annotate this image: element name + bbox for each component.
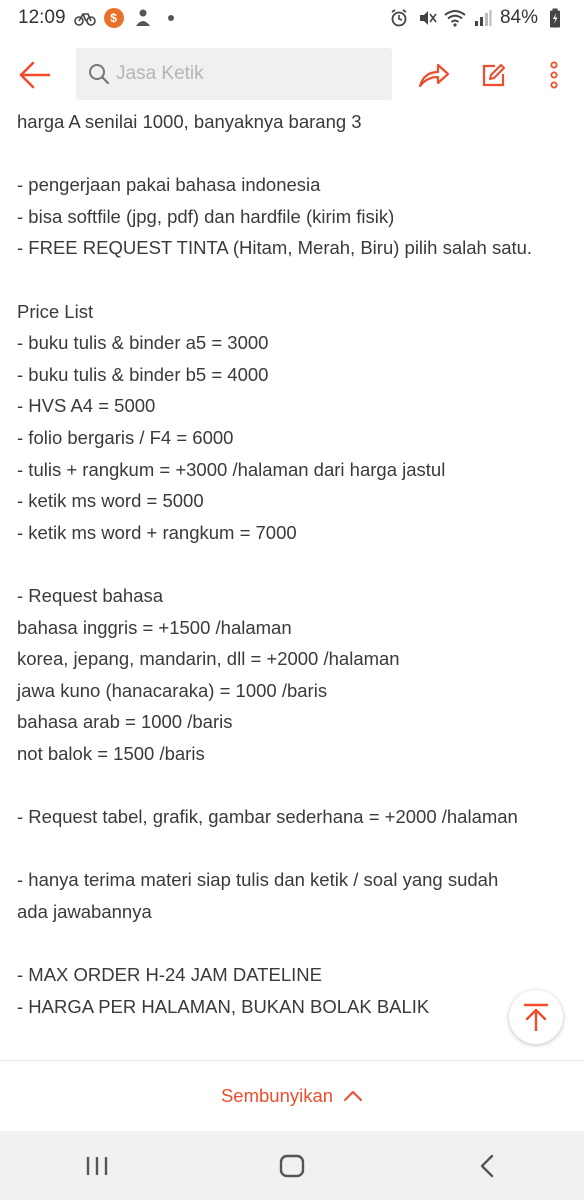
bike-icon — [74, 7, 96, 29]
share-icon — [418, 62, 450, 88]
hide-label: Sembunyikan — [220, 1085, 334, 1106]
battery-icon — [544, 7, 566, 29]
more-vert-icon — [550, 61, 558, 89]
description-line — [17, 833, 577, 865]
description-line: - Request tabel, grafik, gambar sederhana = +2000 /halaman — [17, 806, 518, 828]
description-line: - folio bergaris / F4 = 6000 — [17, 426, 234, 448]
description-line: - FREE REQUEST TINTA (Hitam, Merah, Biru) pilih salah satu. — [17, 237, 533, 259]
status-time: 12:09 — [18, 7, 66, 28]
edit-icon — [481, 62, 507, 88]
search-input[interactable] — [76, 48, 392, 100]
product-description — [0, 114, 584, 1060]
description-line: - hanya terima materi siap tulis dan ketik / soal yang sudah — [17, 869, 499, 891]
recent-apps-icon — [85, 1155, 109, 1177]
description-line: Price List — [17, 300, 94, 322]
app-actions — [404, 36, 584, 114]
description-line: bahasa inggris = +1500 /halaman — [17, 616, 292, 638]
edit-button[interactable] — [464, 36, 524, 114]
description-line: - Request bahasa — [17, 584, 164, 606]
description-line: korea, jepang, mandarin, dll = +2000 /halaman — [17, 648, 400, 670]
scroll-to-top-button[interactable] — [509, 990, 563, 1044]
description-line: - MAX ORDER H-24 JAM DATELINE — [17, 964, 322, 986]
chevron-up-icon — [343, 1090, 363, 1102]
app-bar — [0, 36, 584, 114]
game-icon — [132, 7, 154, 29]
description-line: harga A senilai 1000, banyaknya barang 3 — [17, 114, 362, 132]
home-button[interactable] — [262, 1136, 322, 1196]
coin-icon: $ — [104, 8, 124, 28]
description-line: - pengerjaan pakai bahasa indonesia — [17, 174, 321, 196]
status-right — [388, 7, 566, 29]
search-placeholder: Jasa Ketik — [116, 63, 204, 84]
description-line: - HVS A4 = 5000 — [17, 395, 156, 417]
description-line: - HARGA PER HALAMAN, BUKAN BOLAK BALIK — [17, 995, 430, 1017]
description-line — [17, 138, 577, 170]
status-left — [18, 7, 174, 29]
description-line: bahasa arab = 1000 /baris — [17, 711, 233, 733]
description-text — [17, 114, 577, 1022]
battery-percent: 84% — [499, 7, 538, 28]
more-options-button[interactable] — [524, 36, 584, 114]
description-line: - ketik ms word + rangkum = 7000 — [17, 521, 297, 543]
system-nav-bar — [0, 1131, 584, 1200]
description-line: - tulis + rangkum = +3000 /halaman dari harga jastul — [17, 458, 446, 480]
description-line: not balok = 1500 /baris — [17, 742, 205, 764]
description-line: - buku tulis & binder a5 = 3000 — [17, 332, 269, 354]
signal-icon — [472, 7, 494, 29]
status-bar — [0, 0, 584, 36]
description-line — [17, 264, 577, 296]
description-line: jawa kuno (hanacaraka) = 1000 /baris — [17, 679, 328, 701]
arrow-up-to-top-icon — [522, 1002, 550, 1032]
description-line — [17, 548, 577, 580]
mute-icon — [416, 7, 438, 29]
search-icon — [88, 63, 110, 85]
description-line: - ketik ms word = 5000 — [17, 490, 204, 512]
description-line — [17, 927, 577, 959]
nav-back-button[interactable] — [457, 1136, 517, 1196]
share-button[interactable] — [404, 36, 464, 114]
back-arrow-icon — [19, 61, 51, 89]
recent-apps-button[interactable] — [67, 1136, 127, 1196]
wifi-icon — [444, 7, 466, 29]
back-button[interactable] — [0, 36, 70, 114]
notification-dot-icon — [168, 15, 174, 21]
home-icon — [279, 1154, 305, 1178]
description-line: - buku tulis & binder b5 = 4000 — [17, 363, 269, 385]
alarm-icon — [388, 7, 410, 29]
hide-description-button[interactable] — [0, 1061, 584, 1131]
description-line: ada jawabannya — [17, 900, 152, 922]
chevron-left-icon — [479, 1154, 495, 1178]
description-line — [17, 769, 577, 801]
description-line: - bisa softfile (jpg, pdf) dan hardfile (kirim fisik) — [17, 205, 395, 227]
